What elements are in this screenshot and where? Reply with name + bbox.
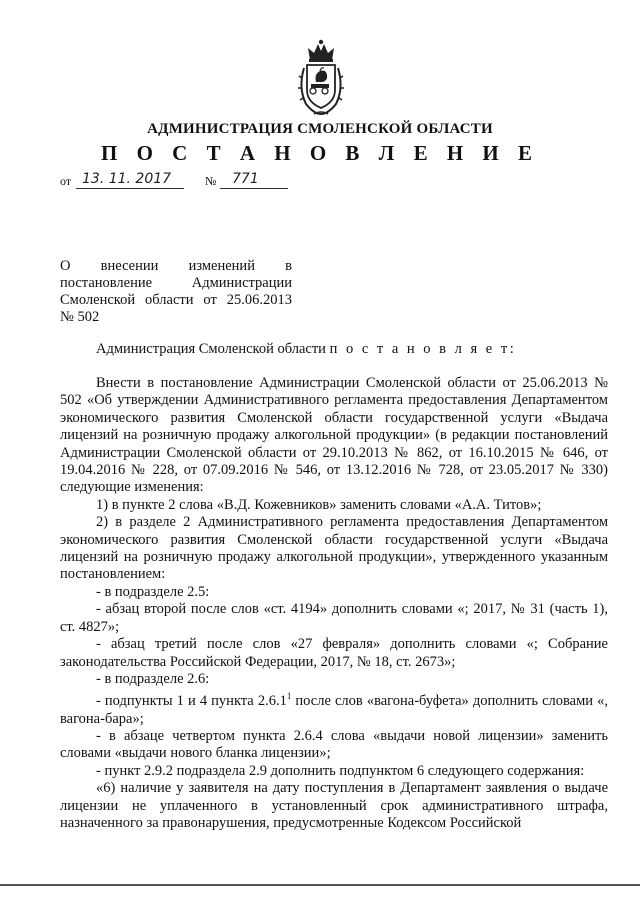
number-underline xyxy=(220,188,288,189)
number-value: 771 xyxy=(232,171,259,187)
date-label: от xyxy=(60,174,72,188)
preamble-resolves: п о с т а н о в л я е т: xyxy=(329,341,517,357)
preamble xyxy=(96,341,516,358)
body-text: - подпункты 1 и 4 пункта 2.6.1 xyxy=(96,693,287,710)
body-paragraph: 1) в пункте 2 слова «В.Д. Кожевников» заменить словами «А.А. Титов»; xyxy=(96,496,542,513)
body-paragraph: - пункт 2.9.2 подраздела 2.9 дополнить подпунктом 6 следующего содержания: xyxy=(96,762,585,779)
body-paragraph: 2) в разделе 2 Административного регламента предоставления Департаментом экономического развития Смоленской области государственной услуги «Выдача лицензий на розничную продажу алкогольной продукции», утвержденного указанным постановлением: xyxy=(60,514,608,583)
organization-name: АДМИНИСТРАЦИЯ СМОЛЕНСКОЙ ОБЛАСТИ xyxy=(147,121,493,137)
smolensk-coat-of-arms-emblem xyxy=(292,38,350,118)
preamble-text: Администрация Смоленской области xyxy=(96,341,326,357)
body-paragraph: - в абзаце четвертом пункта 2.6.4 слова «выдачи новой лицензии» заменить словами «выдачи нового бланка лицензии»; xyxy=(60,727,608,762)
superscript: 1 xyxy=(286,691,292,702)
body-paragraph: - в подразделе 2.5: xyxy=(96,583,210,600)
date-number-line xyxy=(60,172,320,192)
date-underline xyxy=(76,188,184,189)
page-bottom-border xyxy=(0,884,640,886)
document-type-title: П О С Т А Н О В Л Е Н И Е xyxy=(100,141,539,165)
subject-block xyxy=(60,258,292,326)
body-text: после слов «вагона-буфета» дополнить словами «, вагона-бара»; xyxy=(60,693,608,727)
document-body xyxy=(60,375,608,832)
date-value: 13. 11. 2017 xyxy=(82,171,172,187)
body-paragraph: - в подразделе 2.6: xyxy=(96,670,210,687)
number-label: № xyxy=(205,174,217,188)
subject-line: постановление Администрации xyxy=(60,275,292,291)
body-paragraph xyxy=(60,688,608,728)
subject-line: № 502 xyxy=(60,309,100,325)
subject-line: Смоленской области от 25.06.2013 xyxy=(60,292,292,308)
body-paragraph: - абзац второй после слов «ст. 4194» дополнить словами «; 2017, № 31 (часть 1), ст. 4827»; xyxy=(60,601,608,635)
body-paragraph: - абзац третий после слов «27 февраля» дополнить словами «; Собрание законодательства Российской Федерации, 2017, № 18, ст. 2673»; xyxy=(60,636,608,670)
subject-line: О внесении изменений в xyxy=(60,258,292,274)
body-paragraph: «6) наличие у заявителя на дату поступления в Департамент заявления о выдаче лицензии не уплаченного в установленный срок административного штрафа, назначенного за правонарушения, предусмотренные Кодексом Российской xyxy=(60,780,608,831)
body-paragraph: Внести в постановление Администрации Смоленской области от 25.06.2013 № 502 «Об утверждении Административного регламента предоставления Департаментом экономического развития Смоленской области государственной услуги «Выдача лицензий на розничную продажу алкогольной продукции» (в редакции постановлений Администрации Смоленской области от 29.10.2013 № 862, от 16.10.2015 № 646, от 19.04.2016 № 228, от 07.09.2016 № 546, от 13.12.2016 № 728, от 23.05.2017 № 330) следующие изменения: xyxy=(60,375,608,496)
